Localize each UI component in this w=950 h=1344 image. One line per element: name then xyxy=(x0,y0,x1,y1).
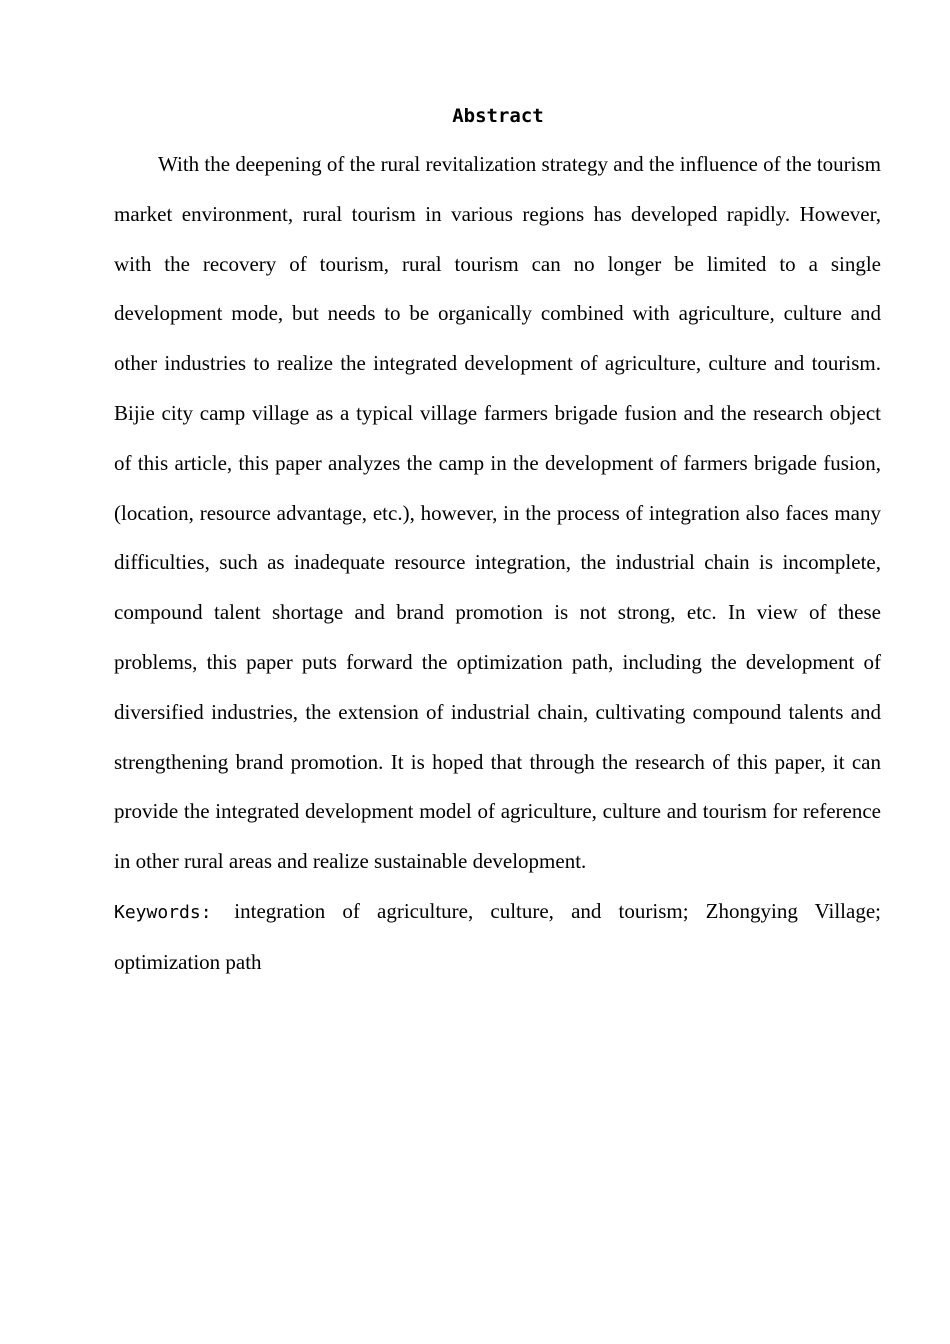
abstract-content xyxy=(114,140,881,988)
abstract-title: Abstract xyxy=(452,105,544,127)
keywords-line xyxy=(114,887,881,988)
keywords-text: integration of agriculture, culture, and tourism; Zhongying Village; optimization path xyxy=(114,898,881,974)
abstract-paragraph: With the deepening of the rural revitalization strategy and the influence of the tourism market environment, rural tourism in various regions has developed rapidly. However, with the recovery of tourism, rural tourism can no longer be limited to a single development mode, but needs to be organically combined with agriculture, culture and other industries to realize the integrated development of agriculture, culture and tourism. Bijie city camp village as a typical village farmers brigade fusion and the research object of this article, this paper analyzes the camp in the development of farmers brigade fusion, (location, resource advantage, etc.), however, in the process of integration also faces many difficulties, such as inadequate resource integration, the industrial chain is incomplete, compound talent shortage and brand promotion is not strong, etc. In view of these problems, this paper puts forward the optimization path, including the development of diversified industries, the extension of industrial chain, cultivating compound talents and strengthening brand promotion. It is hoped that through the research of this paper, it can provide the integrated development model of agriculture, culture and tourism for reference in other rural areas and realize sustainable development. xyxy=(114,152,881,874)
keywords-separator: : xyxy=(200,901,235,923)
keywords-label: Keywords xyxy=(114,901,201,923)
